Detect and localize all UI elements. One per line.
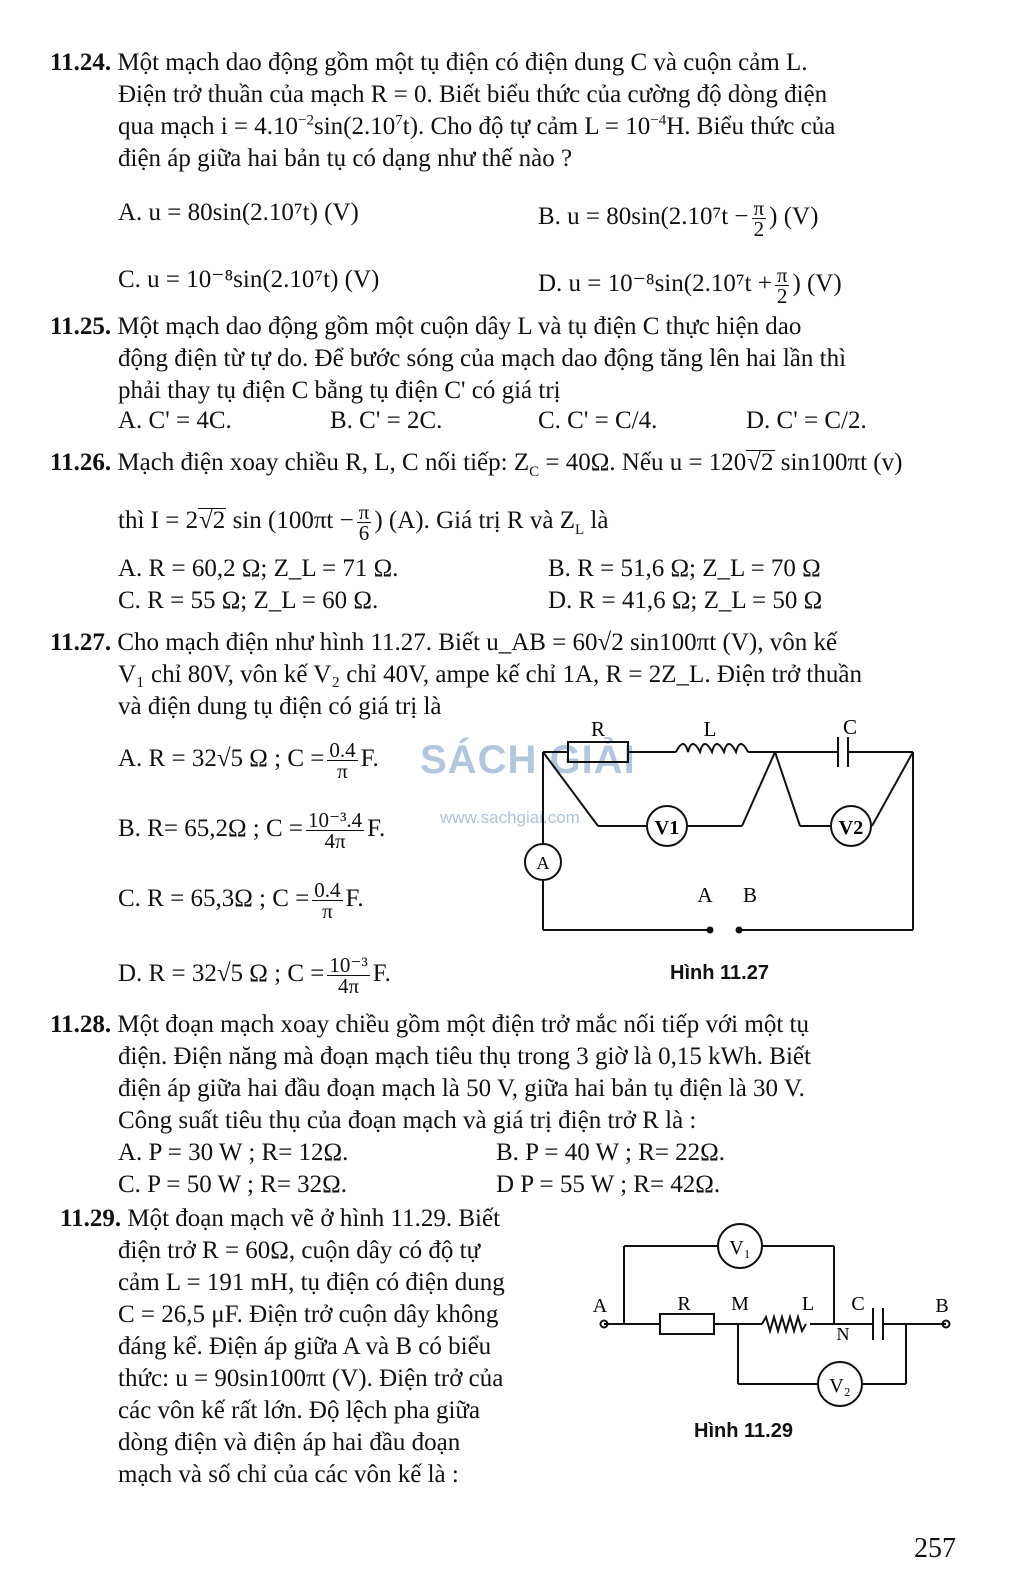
denominator: 2: [776, 284, 788, 308]
text: qua mạch i = 4.10: [118, 113, 299, 140]
question-11-29-line-9: mạch và số chỉ của các vôn kế là :: [118, 1461, 459, 1488]
text: Một mạch dao động gồm một cuộn dây L và tụ điện C thực hiện dao: [117, 313, 802, 340]
label-M: M: [731, 1293, 749, 1315]
label-B: B: [742, 883, 758, 907]
inductor-symbol: [676, 744, 748, 752]
label-C: C: [851, 1293, 865, 1315]
voltmeter-v1: [718, 1224, 762, 1268]
option-c: C. C' = C/4.: [538, 407, 658, 434]
text: Một đoạn mạch xoay chiều gồm một điện trở mắc nối tiếp với một tụ: [117, 1011, 809, 1038]
inductor-symbol: [762, 1317, 806, 1331]
text: B. u = 80sin(2.10⁷t −: [538, 203, 749, 231]
question-11-29-line-2: điện trở R = 60Ω, cuộn dây có độ tự: [118, 1237, 481, 1264]
denominator: 4π: [338, 974, 360, 998]
label-V1: V₁: [729, 1237, 751, 1259]
option-c: [118, 880, 364, 921]
resistor-symbol: [660, 1314, 714, 1334]
text: = 40Ω. Nếu u = 120: [539, 449, 747, 476]
denominator: π: [337, 759, 348, 783]
question-number: 11.27.: [50, 629, 112, 656]
numerator: 0.4: [314, 878, 341, 902]
text: B. R= 65,2Ω ; C =: [118, 815, 303, 843]
option-c: C. R = 55 Ω; Z_L = 60 Ω.: [118, 587, 379, 614]
label-R: R: [590, 717, 606, 741]
option-d: D. R = 41,6 Ω; Z_L = 50 Ω: [548, 587, 823, 614]
numerator: 0.4: [329, 738, 356, 762]
voltmeter-v2: [831, 806, 871, 846]
option-c: C. u = 10⁻⁸sin(2.10⁷t) (V): [118, 266, 380, 293]
numerator: π: [776, 263, 788, 287]
text: thì I = 2: [118, 507, 199, 535]
fraction: [306, 810, 364, 851]
voltmeter-v2: [818, 1362, 862, 1406]
fraction: [327, 955, 369, 996]
figure-caption: Hình 11.29: [694, 1420, 793, 1442]
question-11-28-line-1: [50, 1010, 809, 1040]
option-a: A. C' = 4C.: [118, 407, 232, 434]
text: C. R = 65,3Ω ; C =: [118, 885, 310, 913]
text: ) (V): [792, 270, 842, 298]
text: D. R = 32√5 Ω ; C =: [118, 960, 325, 988]
label-A: A: [592, 1295, 608, 1317]
question-number: 11.29.: [60, 1205, 122, 1232]
unit: F.: [367, 815, 386, 843]
text: t). Cho độ tự cảm L = 10: [402, 113, 651, 140]
question-11-28-line-2: điện. Điện năng mà đoạn mạch tiêu thụ trong 3 giờ là 0,15 kWh. Biết: [118, 1043, 811, 1070]
text: là: [584, 507, 609, 535]
text: Một mạch dao động gồm một tụ điện có điện dung C và cuộn cảm L.: [117, 49, 808, 76]
label-L: L: [703, 717, 717, 741]
option-b: B. P = 40 W ; R= 22Ω.: [496, 1139, 725, 1166]
question-11-29-line-6: thức: u = 90sin100πt (V). Điện trở của: [118, 1365, 504, 1392]
question-11-29-line-4: C = 26,5 μF. Điện trở cuộn dây không: [118, 1301, 499, 1328]
text: H. Biểu thức của: [666, 113, 836, 140]
question-11-28-line-4: Công suất tiêu thụ của đoạn mạch và giá trị điện trở R là :: [118, 1107, 697, 1134]
voltmeter-v1: [647, 806, 687, 846]
label-V2: V₂: [829, 1375, 851, 1397]
sqrt-2: √2: [199, 507, 226, 535]
question-number: 11.25.: [50, 313, 112, 340]
numerator: 10⁻³.4: [308, 808, 363, 832]
question-11-25-line-2: động điện từ tự do. Để bước sóng của mạch dao động tăng lên hai lần thì: [118, 345, 847, 372]
question-11-28-line-3: điện áp giữa hai đầu đoạn mạch là 50 V, giữa hai bản tụ điện là 30 V.: [118, 1075, 805, 1102]
option-a: A. u = 80sin(2.10⁷t) (V): [118, 199, 359, 226]
watermark-url: www.sachgiai.com: [440, 808, 580, 827]
option-d: [538, 265, 842, 306]
question-11-26-line-2: thì I = 2√2 sin (100πt − $\frac{\pi}{6}$ ) (A). Giá trị R và $Z_L$ là: [118, 500, 609, 545]
question-11-29-line-5: đáng kể. Điện áp giữa A và B có biểu: [118, 1333, 492, 1360]
text: D. u = 10⁻⁸sin(2.10⁷t +: [538, 270, 772, 298]
question-number: 11.28.: [50, 1011, 112, 1038]
denominator: 2: [753, 217, 765, 241]
option-d: [118, 955, 391, 996]
unit: F.: [360, 745, 379, 773]
question-11-27-line-1: [50, 628, 837, 658]
watermark-logo: SÁCH GIẢI: [420, 738, 636, 782]
text: ) (V): [769, 203, 819, 231]
page-number: 257: [914, 1533, 956, 1564]
text: ) (A). Giá trị R và Z: [374, 507, 575, 535]
option-c: C. P = 50 W ; R= 32Ω.: [118, 1171, 347, 1198]
label-L: L: [801, 1293, 815, 1315]
question-11-29-line-3: cảm L = 191 mH, tụ điện có điện dung: [118, 1269, 505, 1296]
fraction: [327, 740, 357, 781]
question-11-27-line-3: và điện dung tụ điện có giá trị là: [118, 693, 442, 720]
question-11-24-line-1: [50, 48, 808, 78]
question-11-25-line-1: [50, 312, 801, 342]
fraction: [752, 198, 767, 239]
label-V2: V2: [838, 817, 864, 839]
label-B: B: [935, 1295, 949, 1317]
option-b: B. R = 51,6 Ω; Z_L = 70 Ω: [548, 555, 821, 582]
denominator: 6: [358, 521, 370, 545]
denominator: π: [322, 899, 333, 923]
numerator: 10⁻³: [329, 953, 368, 977]
question-number: 11.24.: [50, 49, 112, 76]
label-A: A: [697, 883, 713, 907]
option-a: [118, 740, 379, 781]
text: sin(2.10: [314, 113, 396, 140]
option-a: A. R = 60,2 Ω; Z_L = 71 Ω.: [118, 555, 399, 582]
label-R: R: [677, 1293, 691, 1315]
fraction: [357, 502, 372, 543]
unit: F.: [372, 960, 391, 988]
label-V1: V1: [654, 817, 680, 839]
fraction: [775, 265, 790, 306]
question-11-24-line-2: Điện trở thuần của mạch R = 0. Biết biểu thức của cường độ dòng điện: [118, 81, 828, 108]
numerator: π: [753, 196, 765, 220]
option-b: [538, 198, 818, 239]
denominator: 4π: [324, 829, 346, 853]
question-number: 11.26.: [50, 449, 112, 476]
question-11-29-line-8: dòng điện và điện áp hai đầu đoạn: [118, 1429, 461, 1456]
numerator: π: [358, 500, 370, 524]
sqrt-2: √2: [747, 449, 774, 476]
question-11-24-line-4: điện áp giữa hai bản tụ có dạng như thế nào ?: [118, 145, 573, 172]
option-b: [118, 810, 385, 851]
label-N: N: [836, 1324, 850, 1344]
text: sin100πt (v): [780, 449, 903, 476]
text: sin (100πt −: [232, 507, 354, 535]
text: Một đoạn mạch vẽ ở hình 11.29. Biết: [127, 1205, 501, 1232]
fraction: [312, 880, 342, 921]
option-a: A. P = 30 W ; R= 12Ω.: [118, 1139, 349, 1166]
question-11-29-line-1: [60, 1204, 500, 1234]
ammeter: [525, 844, 561, 880]
option-b: B. C' = 2C.: [330, 407, 443, 434]
unit: F.: [345, 885, 364, 913]
label-ammeter: A: [536, 853, 550, 873]
option-d: D. C' = C/2.: [746, 407, 867, 434]
figure-caption: Hình 11.27: [670, 962, 769, 984]
text: Mạch điện xoay chiều R, L, C nối tiếp: Z: [117, 449, 530, 476]
question-11-26-line-1: 11.26. Mạch điện xoay chiều R, L, C nối tiếp: $Z_C = 40\Omega$. Nếu u = 120√2 sin100πt (v): [50, 449, 903, 480]
text: A. R = 32√5 Ω ; C =: [118, 745, 325, 773]
label-C: C: [842, 715, 858, 739]
question-11-27-line-2: V₁ chỉ 80V, vôn kế V₂ chỉ 40V, ampe kế chỉ 1A, R = 2Z_L. Điện trở thuần: [118, 661, 862, 688]
option-d: D P = 55 W ; R= 42Ω.: [496, 1171, 721, 1198]
question-11-24-line-3: qua mạch $i = 4.10^{-2}\sin(2.10^7t)$. Cho độ tự cảm $L = 10^{-4}H$. Biểu thức của: [118, 112, 836, 140]
text: Cho mạch điện như hình 11.27. Biết u_AB = 60√2 sin100πt (V), vôn kế: [117, 629, 838, 656]
question-11-29-line-7: các vôn kế rất lớn. Độ lệch pha giữa: [118, 1397, 481, 1424]
question-11-25-line-3: phải thay tụ điện C bằng tụ điện C' có giá trị: [118, 377, 561, 404]
